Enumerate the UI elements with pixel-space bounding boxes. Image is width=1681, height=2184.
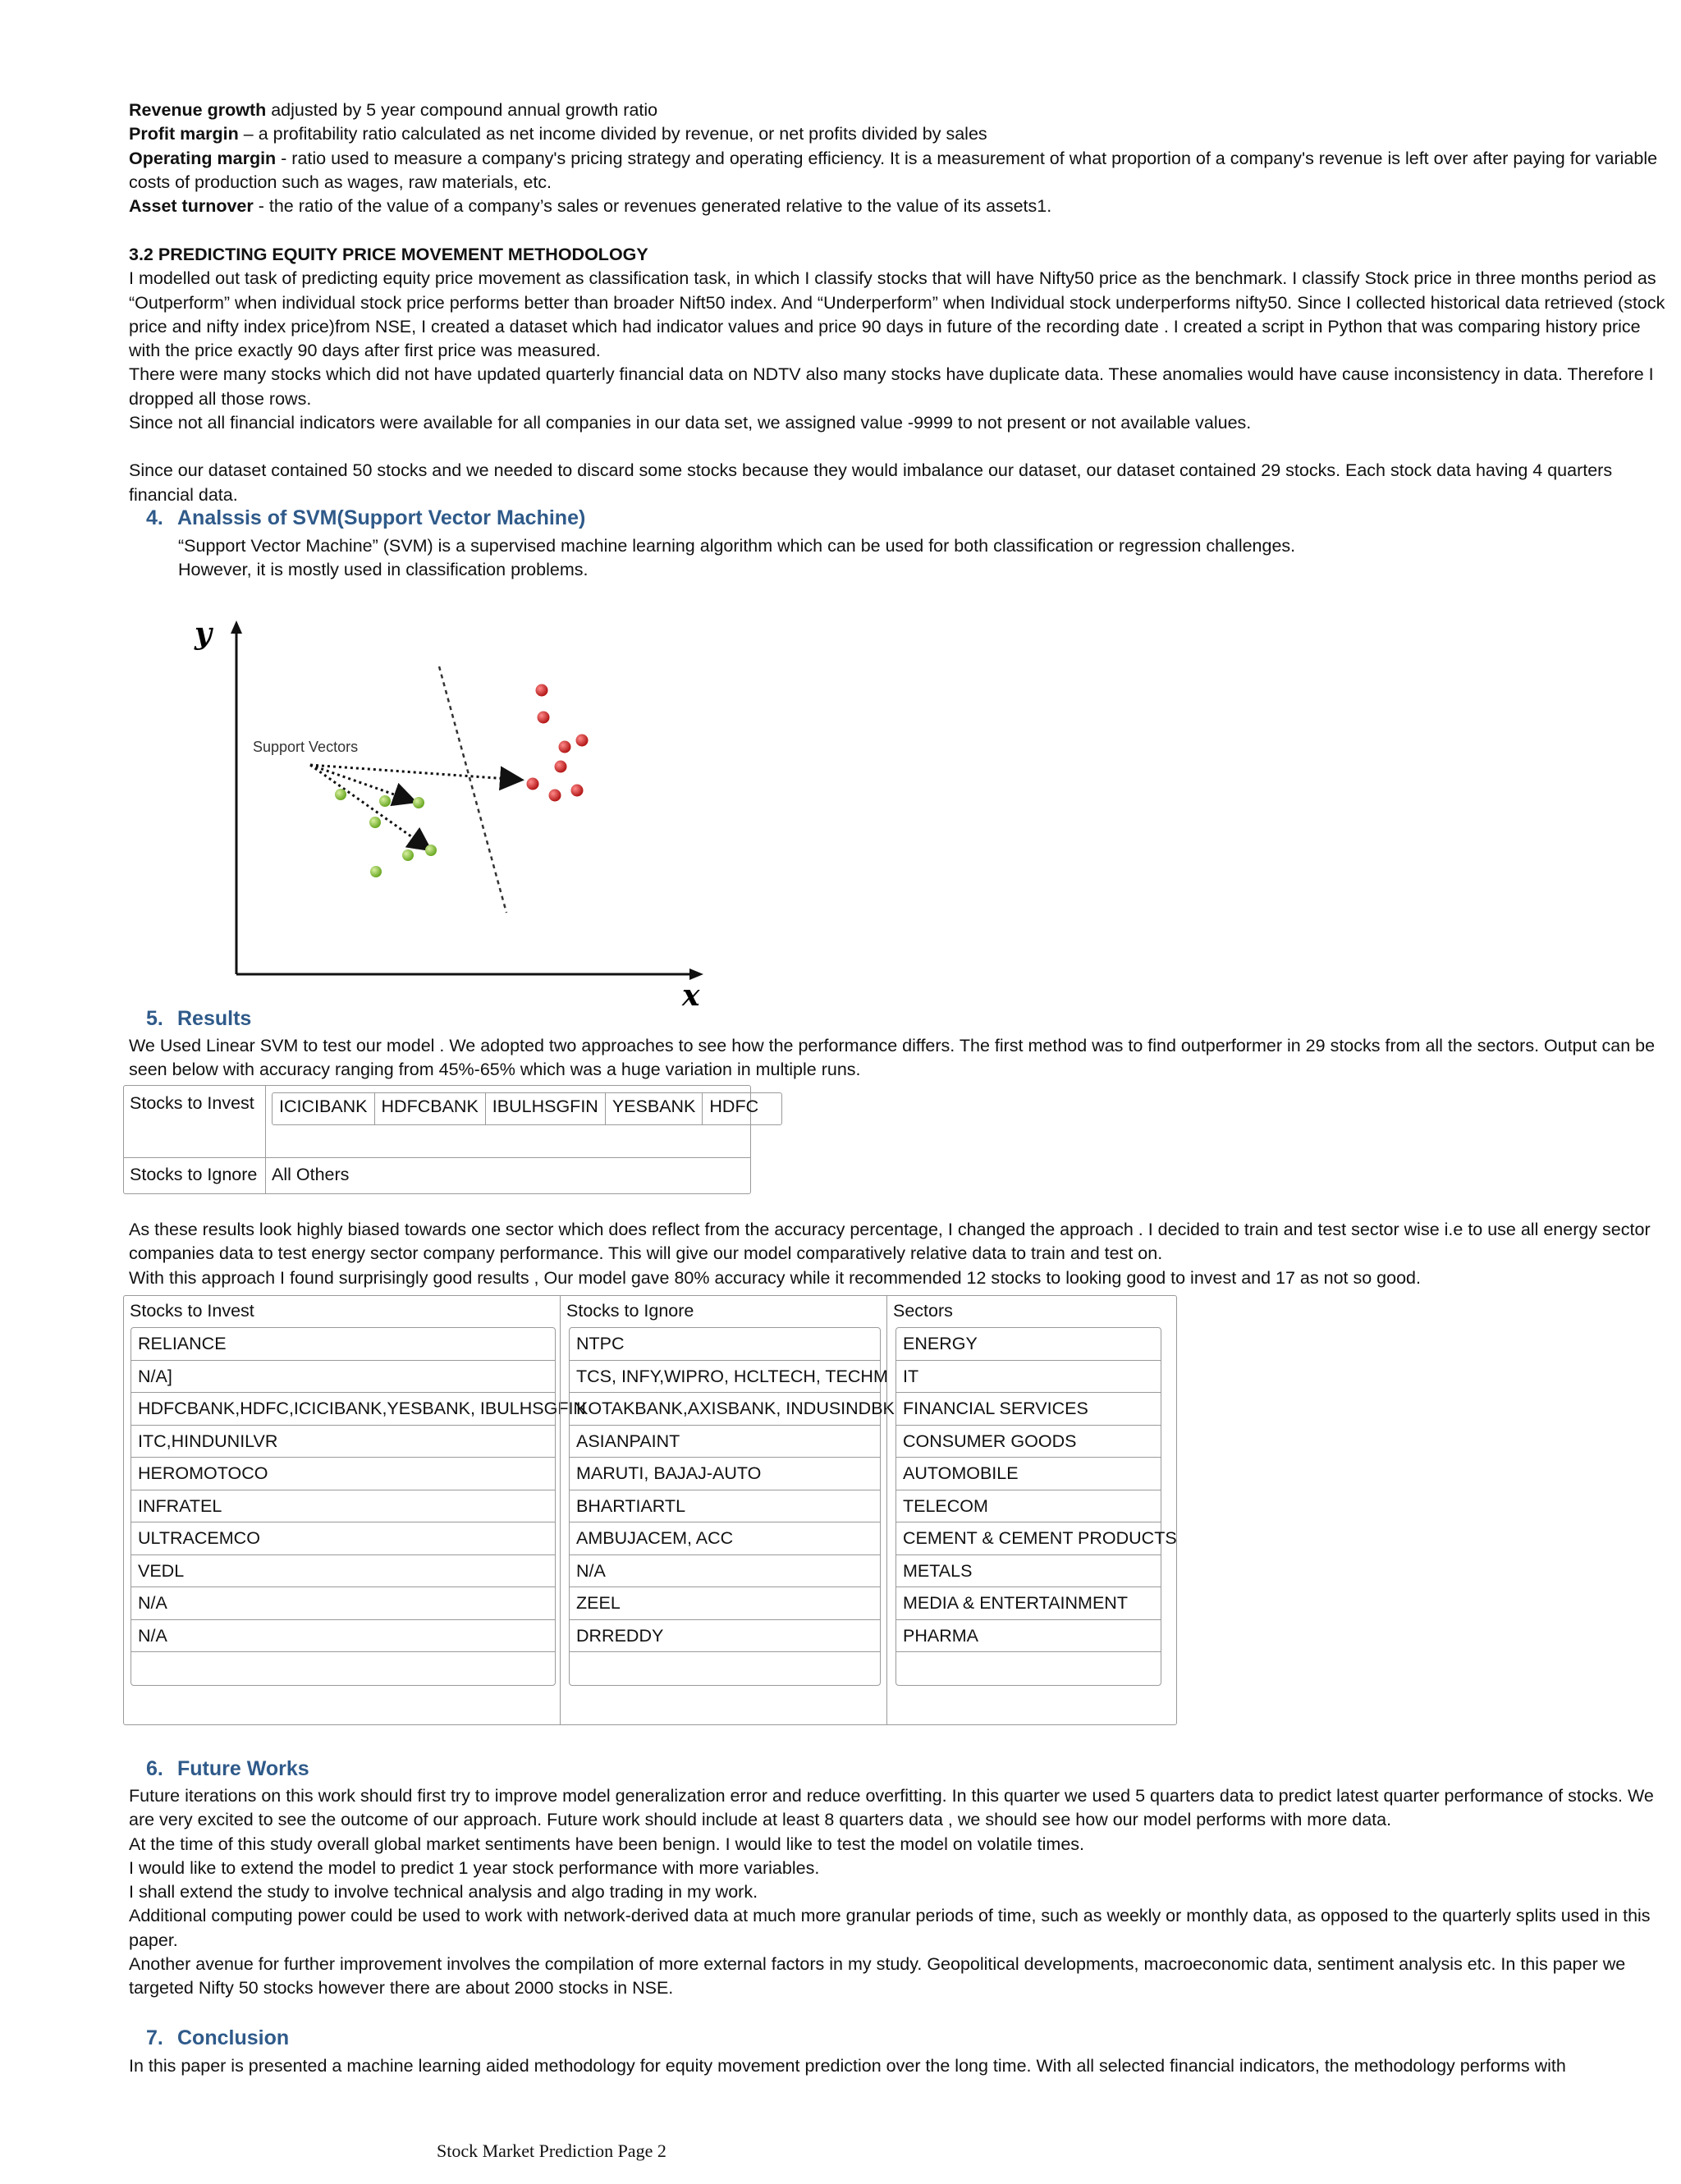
support-vector-arrow [310,765,428,849]
table-row: ZEEL [570,1587,880,1620]
section-3-2-paragraph: There were many stocks which did not have updated quarterly financial data on NDTV also many stocks have duplicate data. These anomalies would have cause inconsistency in data. Therefore I dropped all those rows. [129,364,1654,409]
table-row: TELECOM [896,1490,1161,1523]
table-row: N/A [131,1620,555,1653]
table-row: VEDL [131,1555,555,1588]
green-point [425,845,437,856]
table-divider [265,1086,266,1193]
green-point [379,795,391,807]
section-3-2-paragraph: Since our dataset contained 50 stocks and we needed to discard some stocks because they would imbalance our dataset, our dataset contained 29 stocks. Each stock data having 4 quarters financial data. [129,460,1613,505]
table-row: HDFCBANK,HDFC,ICICIBANK,YESBANK, IBULHSGFIN [131,1393,555,1426]
stock-cell: HDFC [709,1097,759,1116]
table-row: INFRATEL [131,1490,555,1523]
invest-column [124,1296,586,1724]
definition-profit-margin: Profit margin – a profitability ratio calculated as net income divided by revenue, or net profits divided by sales [129,124,987,144]
table-row: ENERGY [896,1328,1161,1361]
svm-usage: However, it is mostly used in classification problems. [178,560,589,580]
table-row: CONSUMER GOODS [896,1426,1161,1458]
table-row: AMBUJACEM, ACC [570,1522,880,1555]
table-row: BHARTIARTL [570,1490,880,1523]
table-row: ULTRACEMCO [131,1522,555,1555]
section-6-body [129,1784,1672,2001]
section-3-2-title: 3.2 PREDICTING EQUITY PRICE MOVEMENT METHODOLOGY [129,245,648,264]
section-6-heading: 6. Future Works [146,1757,309,1780]
stocks-to-ignore-value: All Others [272,1165,350,1184]
table-row: ASIANPAINT [570,1426,880,1458]
stock-cell: ICICIBANK [273,1093,375,1124]
red-point [536,685,548,697]
invest-stocks-list [272,1092,782,1125]
table-row: MARUTI, BAJAJ-AUTO [570,1458,880,1490]
red-point [549,790,561,802]
section-5-intro [129,1034,1672,1083]
results-table-sector-wise [123,1295,1177,1725]
support-vector-arrow [310,765,520,780]
green-point [402,849,414,861]
svm-diagram [152,609,743,1019]
table-row: NTPC [570,1328,880,1361]
green-point [370,866,382,877]
future-works-line: Additional computing power could be used to work with network-derived data at much more granular periods of time, such as weekly or monthly data, as opposed to the quarterly splits used in this paper. [129,1906,1651,1950]
definition-revenue-growth: Revenue growth adjusted by 5 year compound annual growth ratio [129,100,658,120]
table-divider [124,1157,750,1158]
definitions-block [129,98,1672,218]
results-paragraph: As these results look highly biased towards one sector which does reflect from the accuracy percentage, I changed the approach . I decided to train and test sector wise i.e to use all energy sector companies data to test energy sector company performance. This will give our model comparatively relative data to train and test on. [129,1220,1651,1264]
red-point [571,785,584,797]
page-footer: Stock Market Prediction Page 2 [437,2141,666,2161]
support-vectors-label: Support Vectors [253,739,359,755]
section-5-discussion [129,1218,1672,1290]
green-point [369,817,381,828]
future-works-line: At the time of this study overall global market sentiments have been benign. I would like to test the model on volatile times. [129,1834,1085,1854]
sectors-list [895,1327,1177,1686]
x-axis-label: x [682,978,700,1013]
hyperplane-line [439,666,506,913]
results-paragraph: With this approach I found surprisingly good results , Our model gave 80% accuracy while it recommended 12 stocks to looking good to invest and 17 as not so good. [129,1267,1421,1288]
future-works-line: I would like to extend the model to predict 1 year stock performance with more variables. [129,1857,820,1878]
svm-definition: “Support Vector Machine” (SVM) is a supervised machine learning algorithm which can be used for both classification or regression challenges. [178,536,1296,556]
stocks-to-ignore-label: Stocks to Ignore [130,1165,258,1184]
results-table-all-sectors [123,1085,759,1194]
ignore-column [560,1296,895,1724]
table-row: KOTAKBANK,AXISBANK, INDUSINDBK [570,1393,880,1426]
ignore-list [569,1327,895,1686]
section-7-heading: 7. Conclusion [146,2026,290,2049]
column-header: Sectors [893,1301,953,1321]
conclusion-paragraph: In this paper is presented a machine learning aided methodology for equity movement prediction over the long time. With all selected financial indicators, the methodology performs with [129,2056,1566,2076]
column-header: Stocks to Ignore [566,1301,694,1321]
section-3-2-paragraph: Since not all financial indicators were available for all companies in our data set, we assigned value -9999 to not present or not available values. [129,413,1252,433]
table-row: IT [896,1361,1161,1394]
green-point [413,797,424,808]
future-works-line: Future iterations on this work should first try to improve model generalization error and reduce overfitting. In this quarter we used 5 quarters data to predict latest quarter performance of stocks. We are very excited to see the outcome of our approach. Future work should include at least 8 quarters data , we should see how our model performs with more data. [129,1786,1654,1830]
future-works-line: Another avenue for further improvement involves the compilation of more external factors in my study. Geopolitical developments, macroeconomic data, sentiment analysis etc. In this paper we targeted Nifty 50 stocks however there are about 2000 stocks in NSE. [129,1954,1626,1999]
red-point [559,741,571,753]
green-point [335,789,346,800]
results-paragraph: We Used Linear SVM to test our model . We adopted two approaches to see how the performance differs. The first method was to find outperformer in 29 stocks from all the sectors. Output can be seen below with accuracy ranging from 45%-65% which was a huge variation in multiple runs. [129,1036,1656,1080]
stock-cell: IBULHSGFIN [486,1093,606,1124]
section-4-body [129,534,1672,583]
stock-cell: HDFCBANK [375,1093,486,1124]
red-point [576,735,589,747]
column-header: Stocks to Invest [130,1301,254,1321]
table-row: MEDIA & ENTERTAINMENT [896,1587,1161,1620]
green-class-points [335,789,437,877]
stocks-to-invest-label: Stocks to Invest [130,1093,254,1113]
section-7-body [129,2054,1672,2078]
definition-operating-margin: Operating margin - ratio used to measure a company's pricing strategy and operating efficiency. It is a measurement of what proportion of a company's revenue is left over after paying for variable costs of production such as wages, raw materials, etc. [129,148,1658,192]
table-row: PHARMA [896,1620,1161,1653]
table-row: HEROMOTOCO [131,1458,555,1490]
table-row: FINANCIAL SERVICES [896,1393,1161,1426]
table-row: TCS, INFY,WIPRO, HCLTECH, TECHM [570,1361,880,1394]
table-row: AUTOMOBILE [896,1458,1161,1490]
red-point [555,761,567,773]
definition-asset-turnover: Asset turnover - the ratio of the value of a company’s sales or revenues generated relative to the value of its assets1. [129,196,1052,217]
table-row: RELIANCE [131,1328,555,1361]
y-axis-label: y [195,616,212,651]
sectors-column [886,1296,1176,1724]
table-row [896,1652,1161,1685]
table-row: N/A] [131,1361,555,1394]
table-row: METALS [896,1555,1161,1588]
table-row: ITC,HINDUNILVR [131,1426,555,1458]
table-row [131,1652,555,1685]
section-3-2-paragraph: I modelled out task of predicting equity price movement as classification task, in which I classify stocks that will have Nifty50 price as the benchmark. I classify Stock price in three months period as “Outperform” when individual stock price performs better than broader Nift50 index. And “Underperform” when Individual stock underperforms nifty50. Since I collected historical data retrieved (stock price and nifty index price)from NSE, I created a dataset which had indicator values and price 90 days in future of the recording date . I created a script in Python that was comparing history price with the price exactly 90 days after first price was measured. [129,268,1665,361]
red-point [538,712,550,724]
table-row: CEMENT & CEMENT PRODUCTS [896,1522,1161,1555]
invest-list [131,1327,586,1686]
future-works-line: I shall extend the study to involve technical analysis and algo trading in my work. [129,1882,758,1902]
table-row [570,1652,880,1685]
red-point [527,778,539,790]
red-class-points [527,685,589,802]
table-row: DRREDDY [570,1620,880,1653]
section-3-2 [129,243,1672,507]
table-row: N/A [570,1555,880,1588]
section-5-heading: 5. Results [146,1007,252,1030]
stock-cell: YESBANK [606,1093,703,1124]
table-row: N/A [131,1587,555,1620]
y-axis-arrow-icon [231,620,242,634]
section-4-heading: 4. Analssis of SVM(Support Vector Machine) [146,506,586,529]
